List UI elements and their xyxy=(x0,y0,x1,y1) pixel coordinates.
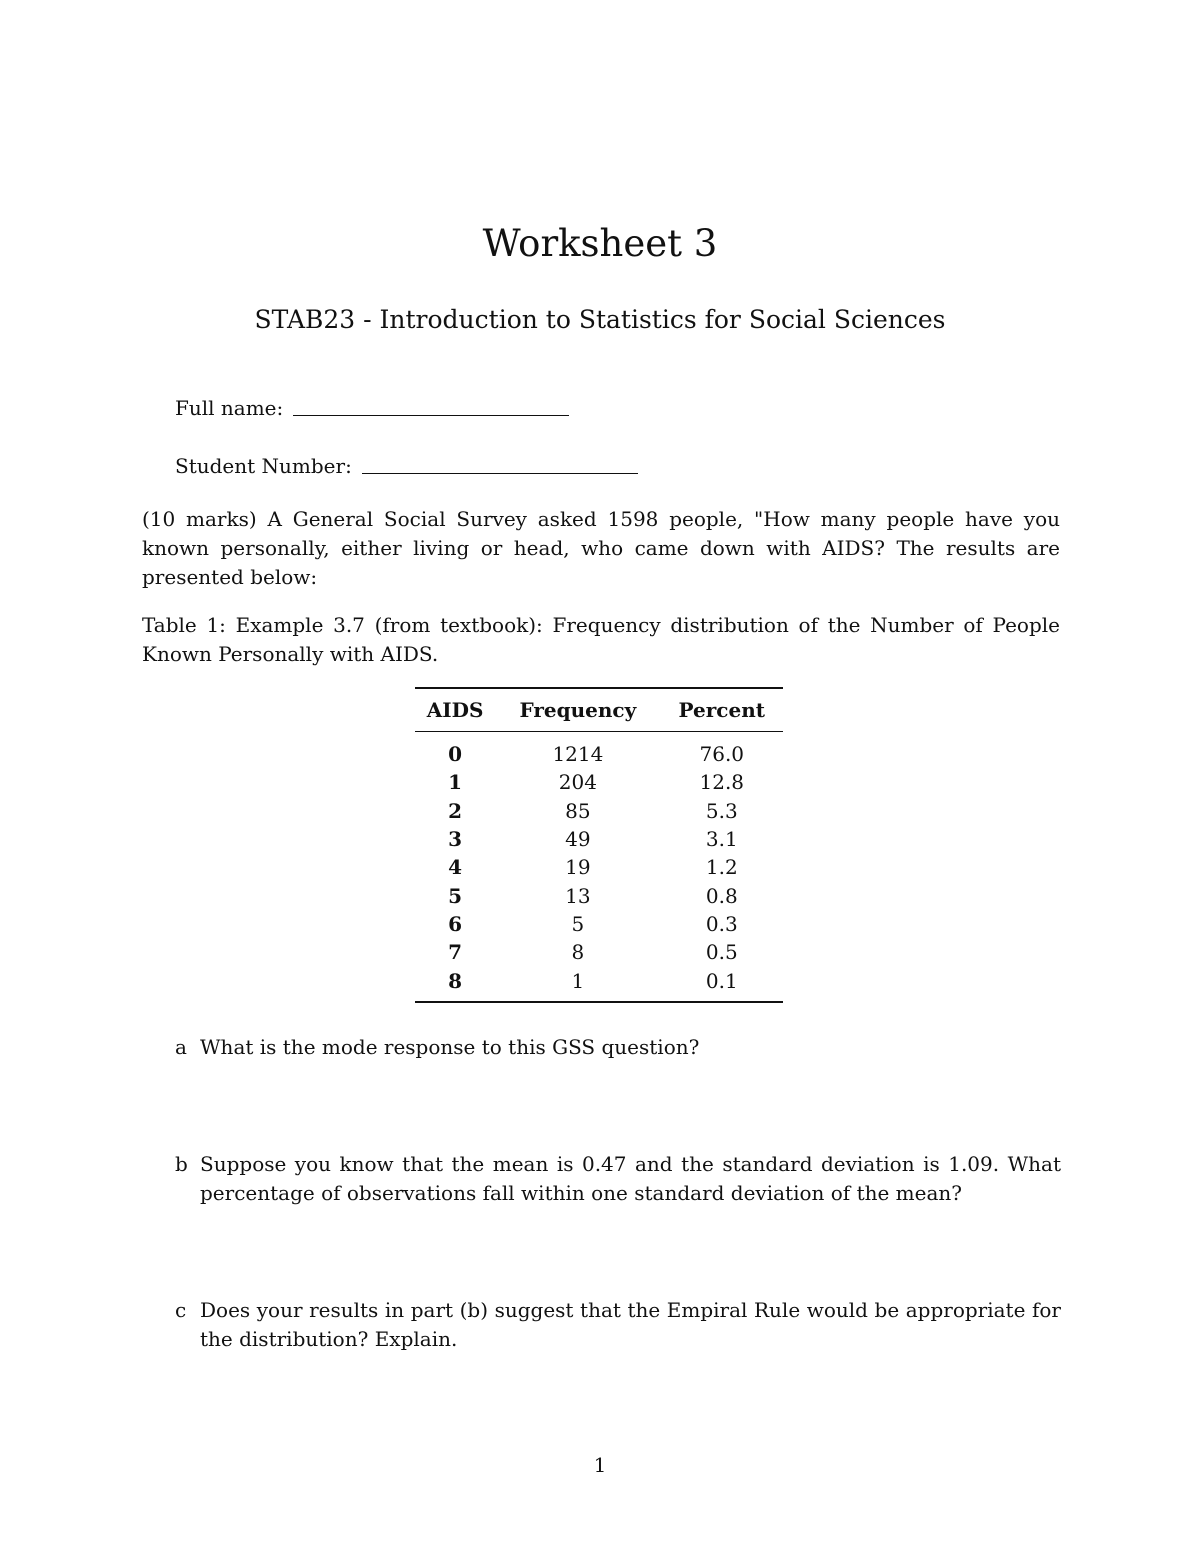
cell-aids: 6 xyxy=(448,911,463,936)
table-row xyxy=(415,966,783,1001)
table-row xyxy=(415,910,783,938)
cell-percent: 76.0 xyxy=(699,742,745,767)
student-number-blank-line xyxy=(362,472,638,474)
cell-aids: 7 xyxy=(448,940,463,965)
table-row xyxy=(415,825,783,853)
cell-frequency: 13 xyxy=(565,883,591,908)
full-name-blank-line xyxy=(293,414,569,416)
cell-aids: 2 xyxy=(448,798,463,823)
table-row xyxy=(415,768,783,796)
cell-aids: 8 xyxy=(448,968,463,993)
cell-frequency: 204 xyxy=(558,770,597,795)
cell-frequency: 8 xyxy=(571,940,585,965)
cell-frequency: 19 xyxy=(565,855,591,880)
cell-percent: 0.3 xyxy=(705,911,738,936)
table-row xyxy=(415,797,783,825)
cell-frequency: 85 xyxy=(565,798,591,823)
question-c-text: Does your results in part (b) suggest that the Empiral Rule would be appropriate for the distribution? Explain. xyxy=(200,1298,1061,1351)
cell-percent: 0.8 xyxy=(705,883,738,908)
course-subtitle: STAB23 - Introduction to Statistics for Social Sciences xyxy=(254,305,946,334)
table-row xyxy=(415,881,783,909)
table-header-row xyxy=(415,688,783,732)
cell-frequency: 1 xyxy=(571,968,585,993)
full-name-field xyxy=(175,396,569,420)
table-row xyxy=(415,938,783,966)
worksheet-title: Worksheet 3 xyxy=(482,222,718,265)
table-row xyxy=(415,853,783,881)
question-c xyxy=(175,1296,1061,1354)
header-aids: AIDS xyxy=(426,698,484,722)
cell-frequency: 5 xyxy=(571,911,585,936)
student-number-field xyxy=(175,454,638,478)
cell-percent: 1.2 xyxy=(705,855,738,880)
question-a xyxy=(175,1033,1061,1062)
cell-aids: 1 xyxy=(448,770,463,795)
cell-percent: 3.1 xyxy=(705,827,738,852)
table-caption: Table 1: Example 3.7 (from textbook): Frequency distribution of the Number of People Known Personally with AIDS. xyxy=(142,613,1060,666)
frequency-table xyxy=(415,687,783,1003)
cell-frequency: 1214 xyxy=(552,742,604,767)
question-b-label: b xyxy=(175,1152,188,1176)
cell-frequency: 49 xyxy=(565,827,591,852)
cell-aids: 0 xyxy=(448,742,463,767)
cell-aids: 5 xyxy=(448,883,463,908)
cell-percent: 0.1 xyxy=(705,968,738,993)
cell-aids: 4 xyxy=(448,855,463,880)
cell-aids: 3 xyxy=(448,827,463,852)
header-frequency: Frequency xyxy=(519,698,637,722)
full-name-label: Full name: xyxy=(175,396,284,420)
intro-paragraph: (10 marks) A General Social Survey asked 1598 people, "How many people have you known personally, either living or head, who came down with AIDS? The results are presented below: xyxy=(142,507,1060,589)
table-row xyxy=(415,732,783,769)
question-c-label: c xyxy=(175,1298,187,1322)
question-a-label: a xyxy=(175,1035,187,1059)
question-b xyxy=(175,1150,1061,1208)
cell-percent: 12.8 xyxy=(699,770,745,795)
question-a-text: What is the mode response to this GSS question? xyxy=(200,1035,700,1059)
cell-percent: 0.5 xyxy=(705,940,738,965)
student-number-label: Student Number: xyxy=(175,454,352,478)
question-b-text: Suppose you know that the mean is 0.47 and the standard deviation is 1.09. What percentage of observations fall within one standard deviation of the mean? xyxy=(200,1152,1061,1205)
cell-percent: 5.3 xyxy=(705,798,738,823)
page-number: 1 xyxy=(593,1453,607,1477)
header-percent: Percent xyxy=(678,698,765,722)
